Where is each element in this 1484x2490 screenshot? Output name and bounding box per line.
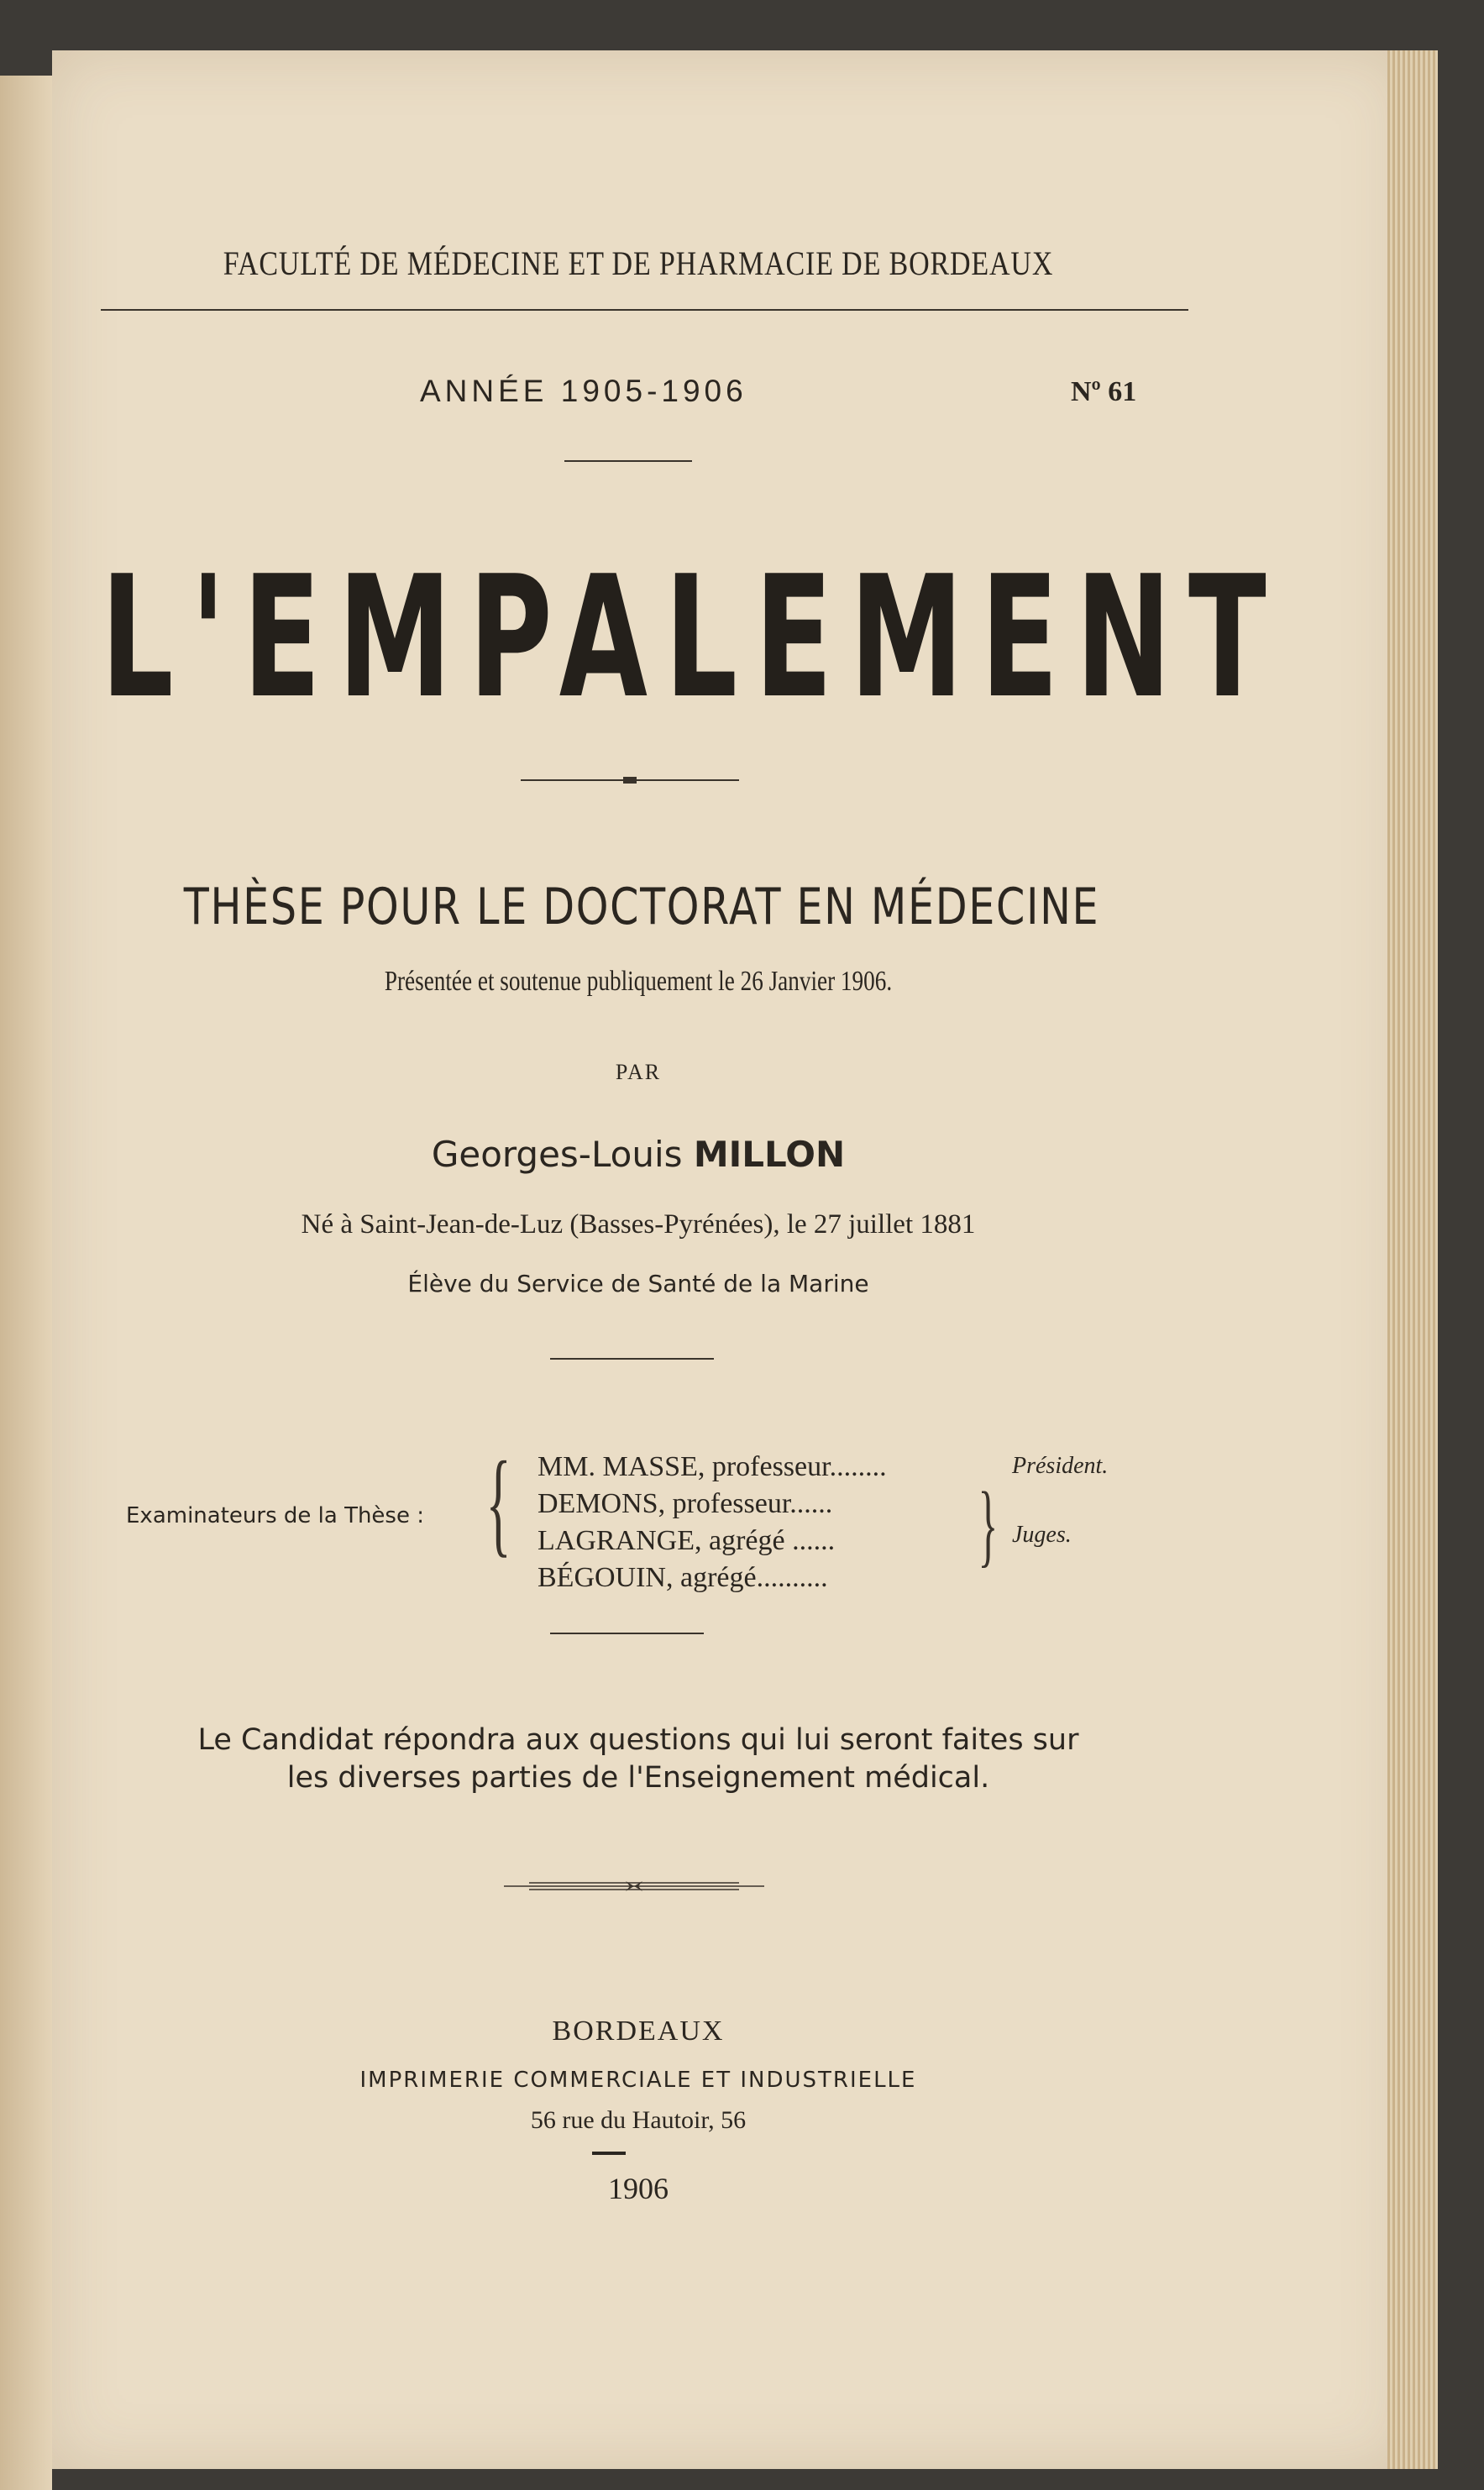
author-name bbox=[84, 1134, 1193, 1175]
imprint-dash bbox=[592, 2152, 626, 2155]
imprint-printer: IMPRIMERIE COMMERCIALE ET INDUSTRIELLE bbox=[359, 2068, 917, 2093]
candidate-notice-line-2: les diverses parties de l'Enseignement médical. bbox=[286, 1761, 990, 1795]
page-edges bbox=[1387, 50, 1438, 2469]
left-brace: { bbox=[485, 1438, 511, 1568]
academic-year: ANNÉE 1905-1906 bbox=[420, 374, 747, 408]
header-rule bbox=[101, 309, 1188, 311]
thesis-subtitle: THÈSE POUR LE DOCTORAT EN MÉDECINE bbox=[183, 878, 1100, 936]
decorative-ornament bbox=[504, 1878, 764, 1895]
author-birth: Né à Saint-Jean-de-Luz (Basses-Pyrénées), le 27 juillet 1881 bbox=[301, 1209, 976, 1240]
examiners-list bbox=[537, 1449, 887, 1596]
faculty-heading: FACULTÉ DE MÉDECINE ET DE PHARMACIE DE BORDEAUX bbox=[223, 244, 1054, 282]
divider-rule bbox=[564, 460, 692, 462]
candidate-notice bbox=[84, 1722, 1193, 1797]
examiners-label: Examinateurs de la Thèse : bbox=[126, 1503, 424, 1528]
examiner-demons: DEMONS, professeur...... bbox=[537, 1488, 833, 1519]
divider-rule bbox=[550, 1633, 704, 1634]
author-last-name: MILLON bbox=[693, 1134, 846, 1175]
thesis-title: L'EMPALEMENT bbox=[101, 540, 1284, 736]
imprint-address: 56 rue du Hautoir, 56 bbox=[530, 2106, 747, 2134]
book-spine bbox=[0, 76, 52, 2490]
candidate-notice-line-1: Le Candidat répondra aux questions qui lui seront faites sur bbox=[197, 1723, 1079, 1757]
juges-role: Juges. bbox=[1012, 1522, 1072, 1548]
author-affiliation: Élève du Service de Santé de la Marine bbox=[407, 1270, 869, 1297]
imprint-city: BORDEAUX bbox=[552, 2016, 725, 2047]
by-label: PAR bbox=[615, 1060, 662, 1084]
title-ornament bbox=[521, 774, 739, 786]
right-brace: } bbox=[978, 1473, 999, 1575]
divider-rule bbox=[550, 1358, 714, 1360]
examiner-masse: MM. MASSE, professeur........ bbox=[537, 1451, 887, 1482]
examiner-lagrange: LAGRANGE, agrégé ...... bbox=[537, 1525, 836, 1556]
thesis-number: Nº 61 bbox=[1071, 376, 1137, 407]
author-first-name: Georges-Louis bbox=[431, 1134, 683, 1175]
examiner-begouin: BÉGOUIN, agrégé.......... bbox=[537, 1562, 828, 1593]
president-role: Président. bbox=[1012, 1453, 1109, 1479]
imprint-year: 1906 bbox=[608, 2172, 669, 2205]
defense-date: Présentée et soutenue publiquement le 26 Janvier 1906. bbox=[384, 966, 893, 997]
